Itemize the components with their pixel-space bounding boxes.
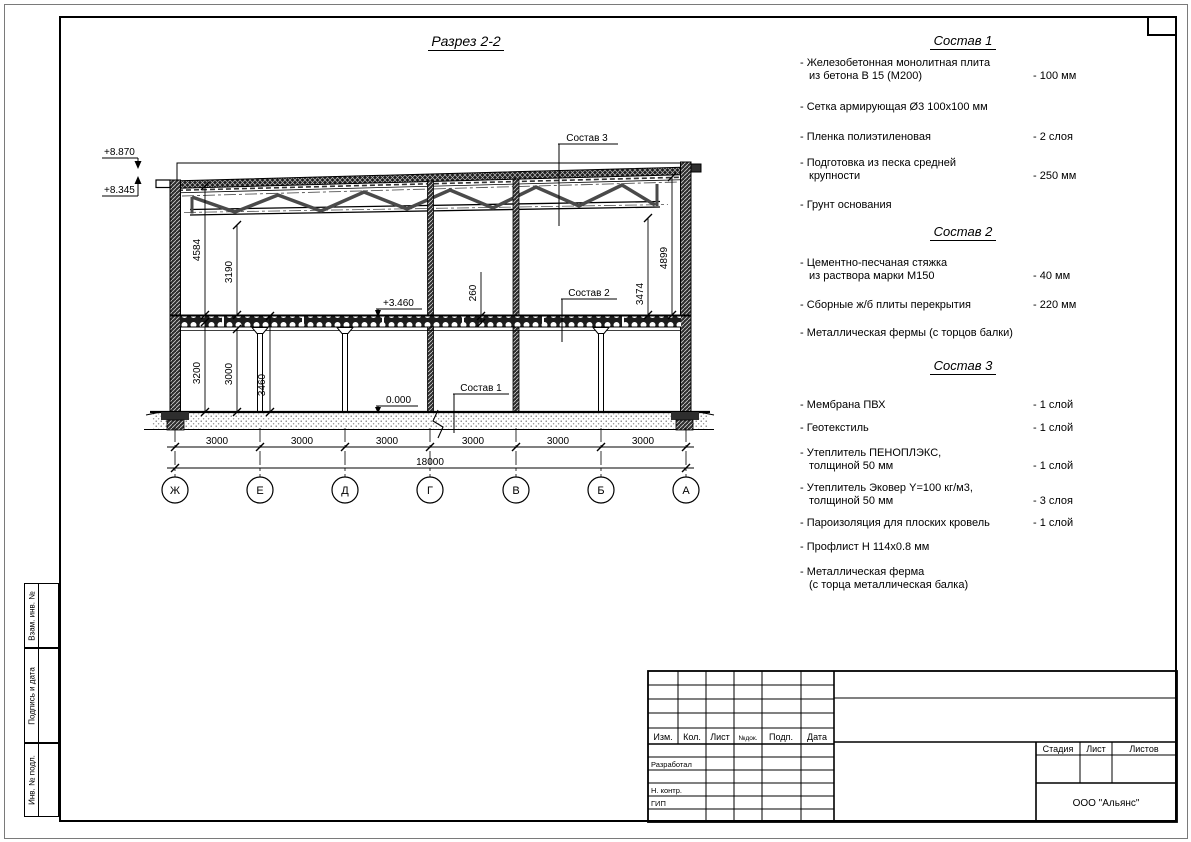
title-block [648,671,1177,822]
spec-line2: из бетона В 15 (М200) [809,69,922,82]
tb-col-data: Дата [807,732,827,742]
stamp-vzam-inv-label: Взам. инв. № [27,590,36,641]
spec-value: - 1 слой [1033,459,1074,472]
eaves-plate-right [691,164,701,172]
svg-text:Состав 2: Состав 2 [568,288,610,299]
svg-text:3474: 3474 [635,282,646,306]
spec-line: - Металлическая ферма [800,566,925,578]
tb-col-ndok: №док. [738,735,758,742]
span-dimension-line [167,436,694,451]
svg-text:260: 260 [468,284,479,302]
level-mark-roof [102,176,142,196]
footing-left [161,412,189,420]
spec-line2: толщиной 50 мм [809,494,894,507]
svg-text:+3.460: +3.460 [383,298,414,309]
tb-stage: Стадия [1042,744,1074,754]
tb-sheet: Лист [1086,744,1106,754]
ground-floor [144,410,714,438]
drawing-title: Разрез 2-2 [400,33,532,49]
svg-text:3000: 3000 [224,362,235,386]
spec-line: - Железобетонная монолитная плита [800,57,991,69]
stamp-inv-podl-label: Инв. № подл. [27,755,36,805]
axis-label: В [512,485,520,497]
svg-text:0.000: 0.000 [386,395,412,406]
spec-line: - Металлическая фермы (с торцов балки) [800,327,1013,339]
axis-label: Г [427,485,433,497]
spec-value: - 1 слой [1033,517,1074,529]
tb-sheets: Листов [1129,744,1159,754]
svg-text:18000: 18000 [416,457,444,468]
total-dimension-line [167,457,694,472]
axis-label: Ж [169,485,181,497]
column-axis-v [513,179,519,412]
column-axis-g [428,181,434,412]
spec-line: - Утеплитель Эковер Y=100 кг/м3, [800,482,973,494]
spec-line: - Пленка полиэтиленовая [800,131,931,143]
spec-value: - 220 мм [1033,299,1077,311]
tb-col-izm: Изм. [653,732,673,742]
footing-right [671,412,699,420]
level-mark-top [102,147,142,169]
tb-col-kol: Кол. [683,732,701,742]
spec-value: - 40 мм [1033,269,1071,282]
axis-extension-lines [175,428,686,477]
spec2-title: Состав 2 [815,224,1111,239]
svg-text:3460: 3460 [257,373,268,397]
wall-right [681,162,692,412]
column-axis-e [252,328,268,413]
svg-text:3000: 3000 [375,436,399,447]
axis-bubbles [162,477,699,503]
spec1-title: Состав 1 [815,33,1111,48]
svg-text:3000: 3000 [290,436,314,447]
svg-text:3000: 3000 [546,436,570,447]
svg-text:Состав 3: Состав 3 [566,133,608,144]
tb-role-razrabotal: Разработал [651,760,692,769]
spec-value: - 250 мм [1033,169,1077,182]
spec3-title: Состав 3 [815,358,1111,373]
svg-text:3190: 3190 [224,260,235,284]
wall-left [170,180,181,412]
tb-company: ООО "Альянс" [1072,798,1140,809]
spec-line: - Цементно-песчаная стяжка [800,257,948,269]
svg-text:4899: 4899 [659,246,670,270]
spec-value: - 1 слой [1033,422,1074,434]
spec-line: - Геотекстиль [800,422,869,434]
spec-line2: крупности [809,169,861,182]
spec-line: - Грунт основания [800,199,892,211]
spec-line2: (с торца металлическая балка) [809,578,969,591]
svg-text:3200: 3200 [192,361,203,385]
svg-text:+8.345: +8.345 [104,185,135,196]
spec-value: - 100 мм [1033,69,1077,82]
spec-line: - Мембрана ПВХ [800,399,886,411]
tb-col-list: Лист [710,732,730,742]
spec-line: - Сетка армирующая Ø3 100х100 мм [800,101,988,113]
stamp-podpis-data-label: Подпись и дата [27,666,36,725]
spec-line2: из раствора марки М150 [809,269,935,282]
spec-line: - Профлист Н 114х0.8 мм [800,541,930,553]
axis-label: Е [256,485,264,497]
column-axis-b [593,328,609,413]
axis-label: Д [341,485,349,497]
column-axis-d [337,328,353,413]
svg-text:Состав 1: Состав 1 [460,383,502,394]
level-mark-zero [375,395,418,414]
svg-text:+8.870: +8.870 [104,147,135,158]
spec-value: - 2 слоя [1033,131,1074,143]
spec-line: - Утеплитель ПЕНОПЛЭКС, [800,447,942,459]
spec-line2: толщиной 50 мм [809,459,894,472]
svg-text:3000: 3000 [461,436,485,447]
svg-text:3000: 3000 [205,436,229,447]
svg-text:3000: 3000 [631,436,655,447]
spec-line: - Подготовка из песка средней [800,157,956,169]
spec-line: - Пароизоляция для плоских кровель [800,517,990,529]
svg-text:4584: 4584 [192,238,203,262]
spec-value: - 1 слой [1033,399,1074,411]
eaves-plate-left [156,180,170,188]
spec-value: - 3 слоя [1033,494,1074,507]
axis-label: Б [597,485,605,497]
spec-line: - Сборные ж/б плиты перекрытия [800,299,971,311]
axis-label: А [682,485,690,497]
tb-col-podp: Подп. [769,732,793,742]
tb-role-gip: ГИП [651,799,666,808]
tb-role-nkontr: Н. контр. [651,786,682,795]
